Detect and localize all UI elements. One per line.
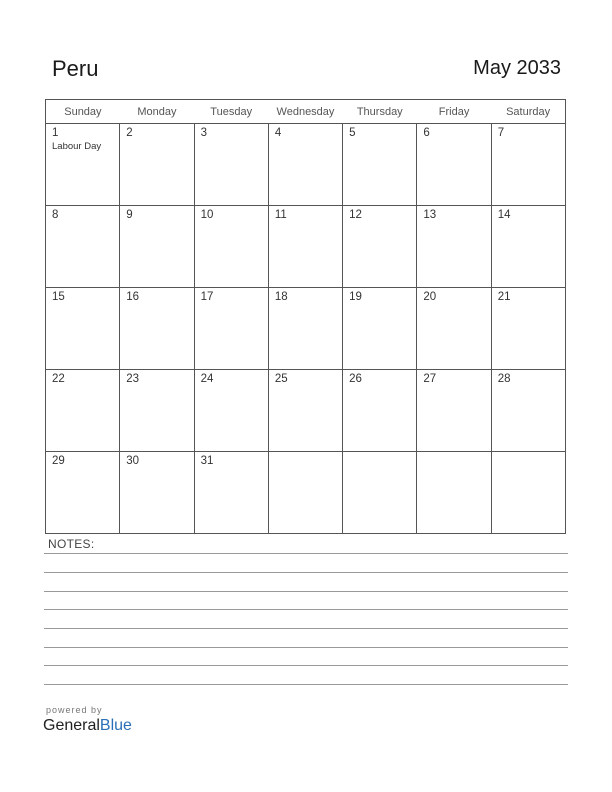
day-cell bbox=[194, 370, 268, 452]
day-cell bbox=[491, 124, 565, 206]
day-cell bbox=[46, 206, 120, 288]
brand-general-text: General bbox=[43, 717, 100, 734]
notes-label: NOTES: bbox=[48, 537, 95, 551]
day-number: 1 bbox=[52, 127, 59, 139]
day-number: 22 bbox=[52, 373, 65, 385]
day-number: 6 bbox=[423, 127, 430, 139]
note-line bbox=[44, 684, 568, 685]
day-number: 27 bbox=[423, 373, 437, 385]
day-number: 30 bbox=[126, 455, 140, 467]
day-number: 19 bbox=[349, 291, 362, 303]
day-number: 9 bbox=[126, 209, 133, 221]
day-number: 7 bbox=[497, 127, 505, 139]
holiday-label: Labour Day bbox=[52, 141, 102, 152]
day-number: 26 bbox=[349, 373, 362, 385]
day-number: 5 bbox=[349, 127, 356, 139]
note-line bbox=[44, 665, 568, 666]
week-row bbox=[46, 370, 566, 452]
day-number: 20 bbox=[423, 291, 437, 303]
day-cell bbox=[268, 124, 342, 206]
day-cell bbox=[46, 124, 120, 206]
day-number: 16 bbox=[126, 291, 140, 303]
day-cell-empty bbox=[268, 452, 342, 534]
day-number: 29 bbox=[52, 455, 65, 467]
weekday-friday: Friday bbox=[417, 100, 491, 124]
day-number: 3 bbox=[200, 127, 207, 139]
day-cell bbox=[194, 288, 268, 370]
day-cell bbox=[417, 124, 491, 206]
country-title: Peru bbox=[52, 56, 99, 81]
day-cell bbox=[120, 124, 194, 206]
day-cell bbox=[268, 206, 342, 288]
day-cell-empty bbox=[343, 452, 417, 534]
day-cell bbox=[417, 206, 491, 288]
day-cell bbox=[46, 370, 120, 452]
day-cell bbox=[46, 452, 120, 534]
day-cell bbox=[120, 452, 194, 534]
day-number: 8 bbox=[52, 209, 59, 221]
calendar-grid bbox=[45, 99, 566, 534]
note-line bbox=[44, 647, 568, 648]
month-year-title: May 2033 bbox=[473, 57, 561, 79]
day-cell bbox=[343, 288, 417, 370]
day-number: 25 bbox=[274, 373, 288, 385]
day-number: 10 bbox=[200, 209, 214, 221]
day-cell bbox=[46, 288, 120, 370]
day-cell bbox=[343, 124, 417, 206]
note-line bbox=[44, 591, 568, 592]
weekday-wednesday: Wednesday bbox=[268, 100, 342, 124]
day-cell bbox=[120, 206, 194, 288]
day-cell-empty bbox=[491, 452, 565, 534]
day-cell bbox=[268, 370, 342, 452]
week-row bbox=[46, 452, 566, 534]
day-number: 13 bbox=[423, 209, 437, 221]
day-number: 2 bbox=[126, 127, 133, 139]
powered-by-text: powered by bbox=[46, 705, 103, 715]
day-number: 21 bbox=[497, 291, 511, 303]
note-line bbox=[44, 628, 568, 629]
day-cell bbox=[194, 124, 268, 206]
day-number: 24 bbox=[200, 373, 214, 385]
day-cell bbox=[417, 288, 491, 370]
day-cell bbox=[194, 452, 268, 534]
day-cell bbox=[417, 370, 491, 452]
day-number: 12 bbox=[349, 209, 362, 221]
day-number: 4 bbox=[274, 127, 282, 139]
day-cell bbox=[343, 370, 417, 452]
day-number: 31 bbox=[200, 455, 214, 467]
note-line bbox=[44, 572, 568, 573]
day-number: 17 bbox=[200, 291, 214, 303]
day-cell bbox=[491, 288, 565, 370]
note-line bbox=[44, 609, 568, 610]
day-number: 23 bbox=[126, 373, 140, 385]
day-number: 11 bbox=[274, 209, 287, 221]
weekday-monday: Monday bbox=[120, 100, 194, 124]
week-row bbox=[46, 288, 566, 370]
day-cell bbox=[491, 370, 565, 452]
day-cell bbox=[491, 206, 565, 288]
weekday-saturday: Saturday bbox=[491, 100, 565, 124]
day-number: 18 bbox=[274, 291, 288, 303]
day-cell bbox=[194, 206, 268, 288]
week-row bbox=[46, 124, 566, 206]
weekday-sunday: Sunday bbox=[46, 100, 120, 124]
day-cell bbox=[268, 288, 342, 370]
day-number: 15 bbox=[52, 291, 65, 303]
day-number: 14 bbox=[497, 209, 511, 221]
generalblue-logo[interactable] bbox=[43, 717, 132, 735]
weekday-thursday: Thursday bbox=[343, 100, 417, 124]
day-number: 28 bbox=[497, 373, 511, 385]
day-cell-empty bbox=[417, 452, 491, 534]
day-cell bbox=[120, 370, 194, 452]
week-row bbox=[46, 206, 566, 288]
weekday-tuesday: Tuesday bbox=[194, 100, 268, 124]
day-cell bbox=[120, 288, 194, 370]
weekday-header-row bbox=[46, 100, 566, 124]
note-line bbox=[44, 553, 568, 554]
day-cell bbox=[343, 206, 417, 288]
brand-blue-text: Blue bbox=[99, 717, 132, 734]
